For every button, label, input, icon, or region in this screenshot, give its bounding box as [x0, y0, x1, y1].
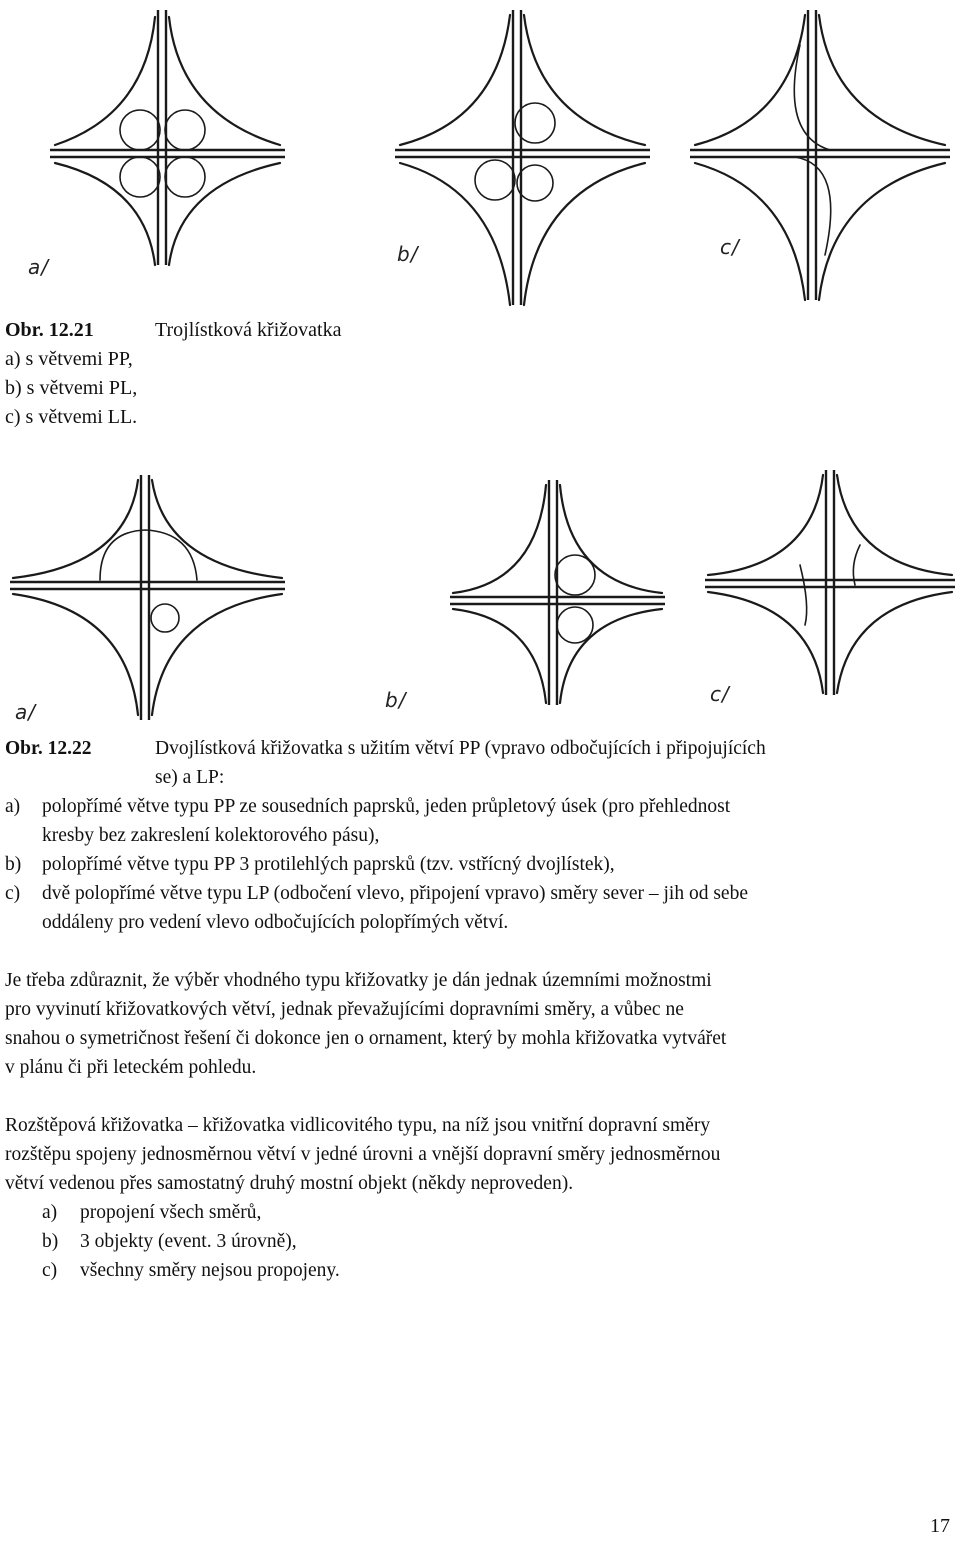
figure2-caption-number: Obr. 12.22 [5, 738, 92, 759]
figure2-caption-line2: se) a LP: [155, 767, 225, 788]
paragraph2-item-c-marker: c) [42, 1260, 58, 1281]
cloverleaf-diagram-b [385, 5, 655, 310]
figure2-item-c-line2: oddáleny pro vedení vlevo odbočujících polopřímých větví. [42, 912, 509, 933]
figure2-label-b: b/ [385, 688, 407, 712]
figure1-label-c: c/ [720, 235, 740, 259]
double-leaf-diagram-a [5, 470, 290, 725]
figure2-item-b-line1: polopřímé větve typu PP 3 protilehlých paprsků (tzv. vstřícný dvojlístek), [42, 854, 615, 875]
paragraph2-line3: větví vedenou přes samostatný druhý mostní objekt (někdy neproveden). [5, 1173, 574, 1194]
figure2-item-a-marker: a) [5, 796, 21, 817]
paragraph2-item-b-text: 3 objekty (event. 3 úrovně), [80, 1231, 297, 1252]
figure1-caption-title: Trojlístková křižovatka [155, 319, 342, 341]
page-number: 17 [930, 1515, 950, 1537]
paragraph2-item-c-text: všechny směry nejsou propojeny. [80, 1260, 340, 1281]
figure2-item-c-marker: c) [5, 883, 21, 904]
figure2-item-c-line1: dvě polopřímé větve typu LP (odbočení vlevo, připojení vpravo) směry sever – jih od sebe [42, 883, 748, 904]
paragraph1-line1: Je třeba zdůraznit, že výběr vhodného typu křižovatky je dán jednak územními možnostmi [5, 970, 712, 991]
figure1-item-c: c) s větvemi LL. [5, 406, 138, 428]
figure2-item-b-marker: b) [5, 854, 22, 875]
figure1-label-a: a/ [28, 255, 49, 279]
cloverleaf-diagram-a [40, 5, 290, 295]
paragraph1-line4: v plánu či při leteckém pohledu. [5, 1057, 257, 1078]
paragraph2-item-b-marker: b) [42, 1231, 59, 1252]
figure2-item-a-line2: kresby bez zakreslení kolektorového pásu), [42, 825, 380, 846]
double-leaf-diagram-c [700, 465, 960, 700]
paragraph1-line2: pro vyvinutí křižovatkových větví, jednak převažujícími dopravními směry, a vůbec ne [5, 999, 684, 1020]
paragraph2-item-a-marker: a) [42, 1202, 58, 1223]
figure1-item-b: b) s větvemi PL, [5, 377, 138, 399]
figure2-label-c: c/ [710, 682, 730, 706]
figure1-item-a: a) s větvemi PP, [5, 348, 133, 370]
figure2-label-a: a/ [15, 700, 36, 724]
cloverleaf-diagram-c [680, 5, 955, 305]
paragraph1-line3: snahou o symetričnost řešení či dokonce jen o ornament, který by mohla křižovatka vytvářet [5, 1028, 727, 1049]
figure1-label-b: b/ [397, 242, 419, 266]
paragraph2-line2: rozštěpu spojeny jednosměrnou větví v jedné úrovni a vnější dopravní směry jednosměrnou [5, 1144, 721, 1165]
figure2-item-a-line1: polopřímé větve typu PP ze sousedních paprsků, jeden průpletový úsek (pro přehlednost [42, 796, 731, 817]
paragraph2-item-a-text: propojení všech směrů, [80, 1202, 262, 1223]
double-leaf-diagram-b [445, 475, 670, 710]
figure2-caption-line1: Dvojlístková křižovatka s užitím větví PP (vpravo odbočujících i připojujících [155, 738, 766, 759]
paragraph2-line1: Rozštěpová křižovatka – křižovatka vidlicovitého typu, na níž jsou vnitřní dopravní směry [5, 1115, 711, 1136]
figure1-caption-number: Obr. 12.21 [5, 319, 94, 341]
